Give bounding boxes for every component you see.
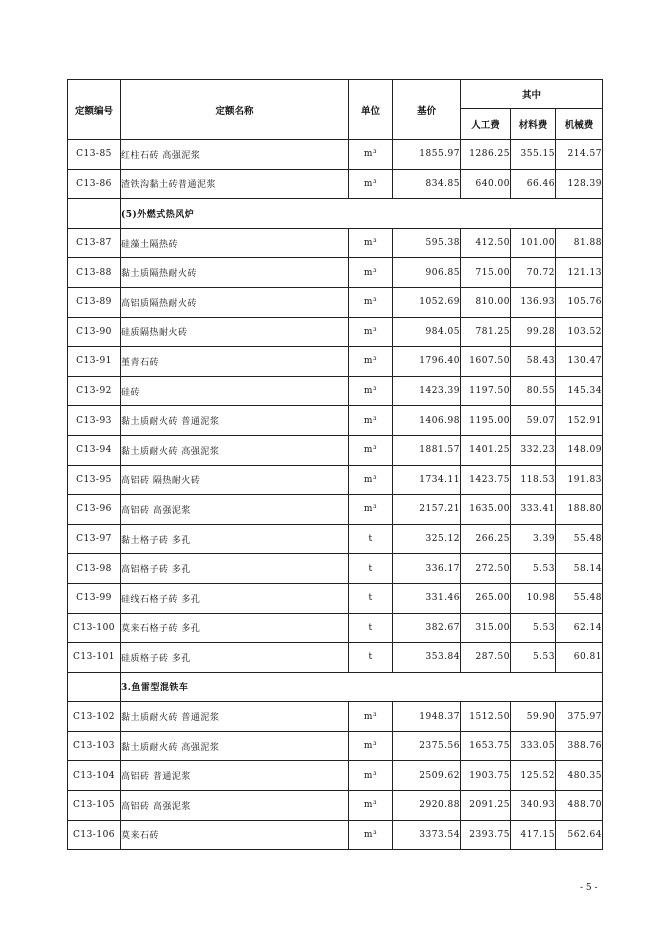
section-row — [68, 672, 603, 702]
cell-base: 834.85 — [393, 169, 461, 199]
cell-unit: t — [349, 643, 393, 673]
cell-material: 3.39 — [511, 524, 556, 554]
table-row — [68, 347, 603, 377]
cell-base: 1855.97 — [393, 140, 461, 170]
cell-base: 2509.62 — [393, 761, 461, 791]
header-code: 定额编号 — [68, 80, 121, 140]
cell-unit: m³ — [349, 228, 393, 258]
cell-name: 硅质格子砖 多孔 — [121, 643, 349, 673]
cell-code: C13-101 — [68, 643, 121, 673]
cell-labor: 1653.75 — [461, 731, 511, 761]
cell-unit: m³ — [349, 495, 393, 525]
cell-labor: 315.00 — [461, 613, 511, 643]
cell-machine: 562.64 — [556, 820, 603, 850]
cell-unit: m³ — [349, 258, 393, 288]
cell-labor: 1401.25 — [461, 435, 511, 465]
cell-code: C13-103 — [68, 731, 121, 761]
cell-code: C13-105 — [68, 791, 121, 821]
cell-labor: 266.25 — [461, 524, 511, 554]
cell-name: 黏土质耐火砖 高强泥浆 — [121, 435, 349, 465]
cell-labor: 715.00 — [461, 258, 511, 288]
cell-machine: 130.47 — [556, 347, 603, 377]
table-row — [68, 465, 603, 495]
cell-base: 3373.54 — [393, 820, 461, 850]
cell-name: 黏土质耐火砖 普通泥浆 — [121, 702, 349, 732]
cell-code: C13-95 — [68, 465, 121, 495]
cell-machine: 214.57 — [556, 140, 603, 170]
cell-code: C13-93 — [68, 406, 121, 436]
cell-base: 2920.88 — [393, 791, 461, 821]
table-row — [68, 583, 603, 613]
section-code-cell — [68, 672, 121, 702]
cell-material: 59.90 — [511, 702, 556, 732]
table-row — [68, 287, 603, 317]
cell-material: 417.15 — [511, 820, 556, 850]
table-row — [68, 406, 603, 436]
cell-name: 高铝砖 高强泥浆 — [121, 791, 349, 821]
cell-material: 333.05 — [511, 731, 556, 761]
cell-labor: 640.00 — [461, 169, 511, 199]
cell-base: 1734.11 — [393, 465, 461, 495]
cell-machine: 55.48 — [556, 583, 603, 613]
cell-name: 硅砖 — [121, 376, 349, 406]
cell-name: 高铝质隔热耐火砖 — [121, 287, 349, 317]
cell-code: C13-90 — [68, 317, 121, 347]
cell-base: 325.12 — [393, 524, 461, 554]
cell-labor: 1512.50 — [461, 702, 511, 732]
cell-material: 5.53 — [511, 613, 556, 643]
cell-unit: m³ — [349, 317, 393, 347]
cell-machine: 128.39 — [556, 169, 603, 199]
table-row — [68, 435, 603, 465]
cell-machine: 388.76 — [556, 731, 603, 761]
cell-unit: m³ — [349, 140, 393, 170]
header-base-price: 基价 — [393, 80, 461, 140]
table-row — [68, 702, 603, 732]
cell-machine: 81.88 — [556, 228, 603, 258]
cell-base: 1796.40 — [393, 347, 461, 377]
cell-machine: 60.81 — [556, 643, 603, 673]
cell-base: 1406.98 — [393, 406, 461, 436]
cell-code: C13-104 — [68, 761, 121, 791]
table-row — [68, 643, 603, 673]
table-row — [68, 731, 603, 761]
cell-unit: m³ — [349, 791, 393, 821]
cell-base: 2375.56 — [393, 731, 461, 761]
cell-base: 1423.39 — [393, 376, 461, 406]
cell-name: 硅线石格子砖 多孔 — [121, 583, 349, 613]
header-material: 材料费 — [511, 109, 556, 140]
cell-labor: 1286.25 — [461, 140, 511, 170]
cell-machine: 103.52 — [556, 317, 603, 347]
cell-material: 80.55 — [511, 376, 556, 406]
cell-name: 莫来石格子砖 多孔 — [121, 613, 349, 643]
cell-base: 331.46 — [393, 583, 461, 613]
cell-unit: t — [349, 613, 393, 643]
cell-name: 莫来石砖 — [121, 820, 349, 850]
cell-unit: t — [349, 524, 393, 554]
cell-material: 99.28 — [511, 317, 556, 347]
cell-material: 101.00 — [511, 228, 556, 258]
cell-name: 高铝格子砖 多孔 — [121, 554, 349, 584]
header-machine: 机械费 — [556, 109, 603, 140]
cell-unit: m³ — [349, 761, 393, 791]
cell-material: 5.53 — [511, 643, 556, 673]
cell-machine: 55.48 — [556, 524, 603, 554]
header-name: 定额名称 — [121, 80, 349, 140]
cell-code: C13-97 — [68, 524, 121, 554]
cell-material: 10.98 — [511, 583, 556, 613]
cell-machine: 488.70 — [556, 791, 603, 821]
cell-machine: 105.76 — [556, 287, 603, 317]
cell-unit: m³ — [349, 376, 393, 406]
table-row — [68, 376, 603, 406]
cell-unit: m³ — [349, 820, 393, 850]
cell-name: 硅质隔热耐火砖 — [121, 317, 349, 347]
cell-material: 66.46 — [511, 169, 556, 199]
table-body — [68, 140, 603, 850]
cell-labor: 1197.50 — [461, 376, 511, 406]
cell-code: C13-92 — [68, 376, 121, 406]
table-row — [68, 169, 603, 199]
cell-material: 58.43 — [511, 347, 556, 377]
table-row — [68, 258, 603, 288]
cell-material: 118.53 — [511, 465, 556, 495]
cell-labor: 265.00 — [461, 583, 511, 613]
section-row — [68, 199, 603, 229]
cell-material: 125.52 — [511, 761, 556, 791]
cell-code: C13-85 — [68, 140, 121, 170]
cell-labor: 287.50 — [461, 643, 511, 673]
cell-base: 984.05 — [393, 317, 461, 347]
cell-code: C13-99 — [68, 583, 121, 613]
cell-name: 渣铁沟黏土砖普通泥浆 — [121, 169, 349, 199]
cell-material: 59.07 — [511, 406, 556, 436]
section-code-cell — [68, 199, 121, 229]
cell-machine: 375.97 — [556, 702, 603, 732]
cell-name: 黏土质耐火砖 普通泥浆 — [121, 406, 349, 436]
cell-machine: 62.14 — [556, 613, 603, 643]
quota-table — [67, 79, 603, 850]
cell-labor: 272.50 — [461, 554, 511, 584]
cell-base: 2157.21 — [393, 495, 461, 525]
cell-labor: 810.00 — [461, 287, 511, 317]
cell-code: C13-98 — [68, 554, 121, 584]
cell-code: C13-91 — [68, 347, 121, 377]
header-labor: 人工费 — [461, 109, 511, 140]
table-row — [68, 613, 603, 643]
cell-name: 硅藻土隔热砖 — [121, 228, 349, 258]
cell-material: 332.23 — [511, 435, 556, 465]
cell-material: 5.53 — [511, 554, 556, 584]
page-number: - 5 - — [580, 883, 598, 893]
cell-code: C13-100 — [68, 613, 121, 643]
cell-base: 1052.69 — [393, 287, 461, 317]
cell-machine: 191.83 — [556, 465, 603, 495]
cell-unit: m³ — [349, 702, 393, 732]
table-row — [68, 761, 603, 791]
cell-base: 353.84 — [393, 643, 461, 673]
cell-base: 906.85 — [393, 258, 461, 288]
cell-name: 黏土质耐火砖 高强泥浆 — [121, 731, 349, 761]
cell-unit: m³ — [349, 406, 393, 436]
cell-material: 136.93 — [511, 287, 556, 317]
section-title: 3.鱼雷型混铁车 — [121, 672, 603, 702]
cell-labor: 1635.00 — [461, 495, 511, 525]
cell-name: 黏土格子砖 多孔 — [121, 524, 349, 554]
header-unit: 单位 — [349, 80, 393, 140]
cell-machine: 121.13 — [556, 258, 603, 288]
cell-code: C13-102 — [68, 702, 121, 732]
cell-unit: t — [349, 554, 393, 584]
table-row — [68, 140, 603, 170]
cell-labor: 781.25 — [461, 317, 511, 347]
table-row — [68, 524, 603, 554]
cell-base: 595.38 — [393, 228, 461, 258]
cell-base: 1948.37 — [393, 702, 461, 732]
cell-machine: 145.34 — [556, 376, 603, 406]
cell-machine: 480.35 — [556, 761, 603, 791]
cell-labor: 1903.75 — [461, 761, 511, 791]
cell-unit: m³ — [349, 465, 393, 495]
cell-code: C13-88 — [68, 258, 121, 288]
table-row — [68, 317, 603, 347]
table-row — [68, 820, 603, 850]
cell-code: C13-86 — [68, 169, 121, 199]
cell-material: 340.93 — [511, 791, 556, 821]
cell-unit: m³ — [349, 731, 393, 761]
cell-code: C13-106 — [68, 820, 121, 850]
cell-labor: 2393.75 — [461, 820, 511, 850]
cell-labor: 412.50 — [461, 228, 511, 258]
cell-unit: t — [349, 583, 393, 613]
table-row — [68, 554, 603, 584]
cell-unit: m³ — [349, 347, 393, 377]
cell-machine: 148.09 — [556, 435, 603, 465]
cell-material: 355.15 — [511, 140, 556, 170]
cell-code: C13-96 — [68, 495, 121, 525]
section-title: (5)外燃式热风炉 — [121, 199, 603, 229]
cell-machine: 188.80 — [556, 495, 603, 525]
cell-machine: 58.14 — [556, 554, 603, 584]
cell-name: 高铝砖 普通泥浆 — [121, 761, 349, 791]
cell-material: 333.41 — [511, 495, 556, 525]
cell-labor: 2091.25 — [461, 791, 511, 821]
cell-labor: 1607.50 — [461, 347, 511, 377]
cell-name: 黏土质隔热耐火砖 — [121, 258, 349, 288]
cell-labor: 1195.00 — [461, 406, 511, 436]
cell-base: 1881.57 — [393, 435, 461, 465]
header-group: 其中 — [461, 80, 603, 109]
cell-name: 堇青石砖 — [121, 347, 349, 377]
cell-name: 高铝砖 高强泥浆 — [121, 495, 349, 525]
cell-code: C13-87 — [68, 228, 121, 258]
cell-name: 高铝砖 隔热耐火砖 — [121, 465, 349, 495]
cell-material: 70.72 — [511, 258, 556, 288]
cell-unit: m³ — [349, 169, 393, 199]
table-row — [68, 495, 603, 525]
table-row — [68, 228, 603, 258]
cell-code: C13-94 — [68, 435, 121, 465]
cell-base: 336.17 — [393, 554, 461, 584]
cell-unit: m³ — [349, 435, 393, 465]
cell-name: 红柱石砖 高强泥浆 — [121, 140, 349, 170]
cell-labor: 1423.75 — [461, 465, 511, 495]
cell-machine: 152.91 — [556, 406, 603, 436]
table-row — [68, 791, 603, 821]
cell-base: 382.67 — [393, 613, 461, 643]
cell-unit: m³ — [349, 287, 393, 317]
cell-code: C13-89 — [68, 287, 121, 317]
